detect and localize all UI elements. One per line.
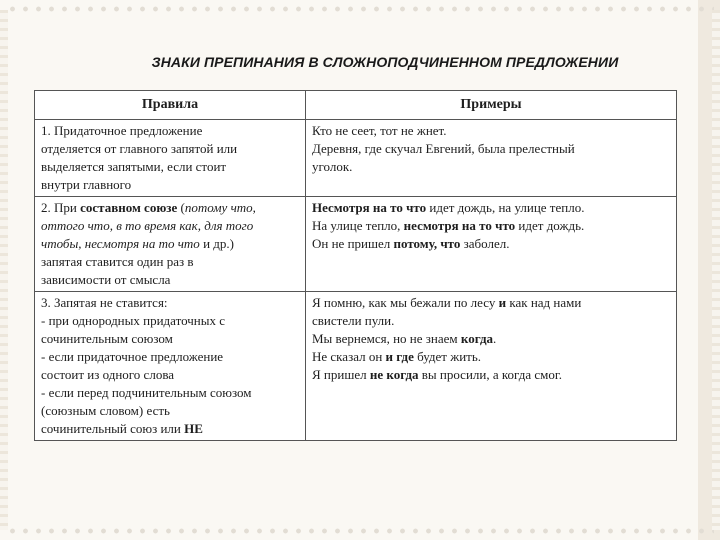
rule-line: 1. Придаточное предложение [41,123,203,138]
rule-term: составном союзе [80,200,178,215]
rule-cell-3 [35,292,306,441]
example-cell-2 [306,197,677,292]
rule-text: 2. При [41,200,81,215]
rule-text: сочинительный союз или [41,421,185,436]
torn-edge-right [712,10,720,530]
rule-conjunctions: потому что, [184,200,256,215]
rule-line: (союзным словом) есть [41,403,170,418]
rule-text: ( [177,200,185,215]
example-highlight: несмотря на то что [403,218,516,233]
example-text: будет жить. [413,349,482,364]
rule-text: и др.) [199,236,234,251]
example-line [312,366,670,384]
header-examples: Примеры [306,91,677,120]
rule-line: - при однородных придаточных с [41,313,226,328]
rule-line: - если перед подчинительным союзом [41,385,252,400]
rule-cell-1 [35,120,306,197]
example-text: Он не пришел [312,236,394,251]
rule-line: состоит из одного слова [41,367,175,382]
example-line [312,235,670,253]
example-highlight: потому, что [393,236,461,251]
table-row [35,120,677,197]
rule-line [41,420,299,438]
table-row [35,197,677,292]
example-line: Кто не сеет, тот не жнет. [312,123,447,138]
example-text: На улице тепло, [312,218,404,233]
example-text: вы просили, а когда смог. [418,367,562,382]
table-row [35,292,677,441]
example-text: Не сказал он [312,349,386,364]
example-line [312,294,670,312]
example-text: идет дождь. [515,218,585,233]
example-text: . [493,331,497,346]
example-highlight: и где [385,349,414,364]
example-text: Мы вернемся, но не знаем [312,331,461,346]
rule-conjunctions: оттого что, в то время как, для того [41,218,254,233]
example-line: Деревня, где скучал Евгений, была прелестный [312,141,575,156]
rule-line: выделяется запятыми, если стоит [41,159,227,174]
example-line: уголок. [312,159,353,174]
example-line [312,217,670,235]
example-line: свистели пули. [312,313,395,328]
perforation-bottom [6,526,714,536]
rule-line: зависимости от смысла [41,272,171,287]
rule-line: внутри главного [41,177,132,192]
example-cell-3 [306,292,677,441]
header-rules: Правила [35,91,306,120]
rules-table [34,90,677,441]
example-highlight: и [498,295,507,310]
rule-line: запятая ставится один раз в [41,254,194,269]
rule-line [41,199,299,217]
example-highlight: Несмотря на то что [312,200,427,215]
rule-conjunctions: чтобы, несмотря на то что [41,236,200,251]
rule-line: 3. Запятая не ставится: [41,295,168,310]
page-title: ЗНАКИ ПРЕПИНАНИЯ В СЛОЖНОПОДЧИНЕННОМ ПРЕДЛОЖЕНИИ [151,54,619,70]
example-highlight: не когда [369,367,419,382]
example-line [312,348,670,366]
rule-line: сочинительным союзом [41,331,173,346]
example-cell-1 [306,120,677,197]
rule-cell-2 [35,197,306,292]
rule-line [41,235,299,253]
torn-edge-left [0,10,8,530]
rule-line: - если придаточное предложение [41,349,224,364]
example-text: Я помню, как мы бежали по лесу [312,295,499,310]
example-text: как над нами [506,295,582,310]
rule-line: отделяется от главного запятой или [41,141,238,156]
example-text: Я пришел [312,367,370,382]
example-line [312,330,670,348]
table-header-row [35,91,677,120]
rule-term: НЕ [184,421,203,436]
example-highlight: когда [460,331,494,346]
example-text: идет дождь, на улице тепло. [426,200,585,215]
example-text: заболел. [460,236,510,251]
perforation-top [6,4,714,14]
example-line [312,199,670,217]
